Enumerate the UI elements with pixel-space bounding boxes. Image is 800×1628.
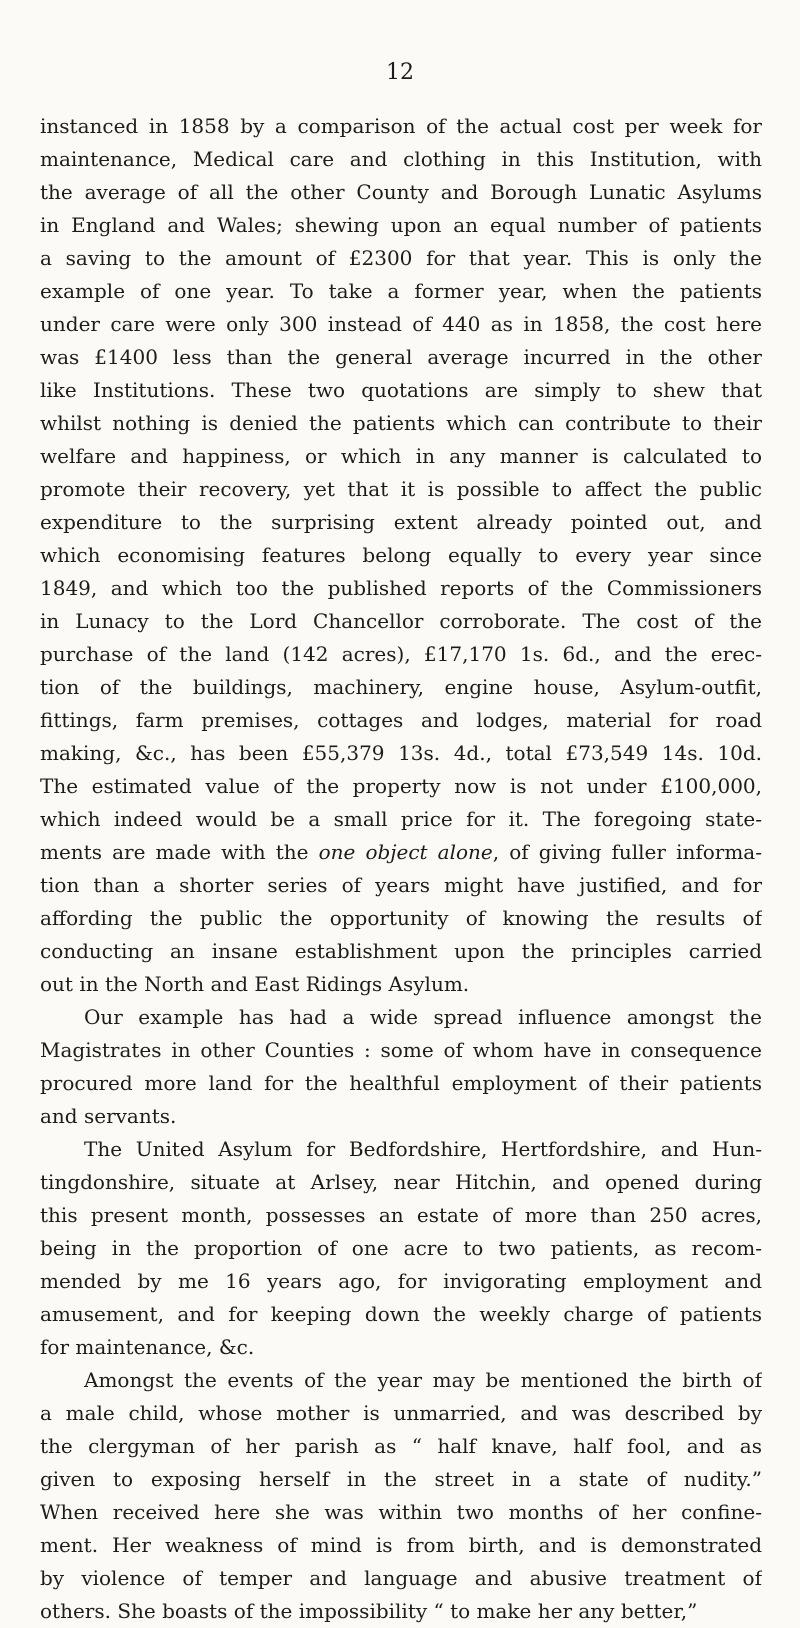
- text-line: maintenance, Medical care and clothing in this Institution, with: [40, 147, 762, 171]
- text-line: whilst nothing is denied the patients which can contribute to their: [40, 411, 762, 435]
- text-line: welfare and happiness, or which in any manner is calculated to: [40, 444, 762, 468]
- text-line: When received here she was within two months of her confine-: [40, 1500, 762, 1524]
- text-line: was £1400 less than the general average incurred in the other: [40, 345, 762, 369]
- text-line: tion of the buildings, machinery, engine house, Asylum-outfit,: [40, 675, 762, 699]
- text-line: being in the proportion of one acre to two patients, as recom-: [40, 1236, 762, 1260]
- text-line: promote their recovery, yet that it is possible to affect the public: [40, 477, 762, 501]
- text-line: conducting an insane establishment upon the principles carried: [40, 939, 762, 963]
- paragraph: [40, 1001, 762, 1133]
- text-line: The United Asylum for Bedfordshire, Hertfordshire, and Hun-: [84, 1137, 762, 1161]
- text-line: in England and Wales; shewing upon an equal number of patients: [40, 213, 762, 237]
- paragraph: [40, 110, 762, 1001]
- text-line: making, &c., has been £55,379 13s. 4d., total £73,549 14s. 10d.: [40, 741, 762, 765]
- paragraph: [40, 1364, 762, 1628]
- text-line: fittings, farm premises, cottages and lodges, material for road: [40, 708, 762, 732]
- text-line: others. She boasts of the impossibility “ to make her any better,”: [40, 1599, 698, 1623]
- text-line: purchase of the land (142 acres), £17,170 1s. 6d., and the erec-: [40, 642, 762, 666]
- text-line: out in the North and East Ridings Asylum.: [40, 972, 470, 996]
- paragraph: [40, 1133, 762, 1364]
- text-line: example of one year. To take a former year, when the patients: [40, 279, 762, 303]
- text-line: in Lunacy to the Lord Chancellor corroborate. The cost of the: [40, 609, 762, 633]
- text-line: amusement, and for keeping down the weekly charge of patients: [40, 1302, 762, 1326]
- text-line: which economising features belong equally to every year since: [40, 543, 762, 567]
- body-text: [40, 110, 762, 1628]
- text-line: ment. Her weakness of mind is from birth, and is demonstrated: [40, 1533, 762, 1557]
- text-line: by violence of temper and language and abusive treatment of: [40, 1566, 762, 1590]
- text-line: procured more land for the healthful employment of their patients: [40, 1071, 762, 1095]
- text-line: tingdonshire, situate at Arlsey, near Hitchin, and opened during: [40, 1170, 762, 1194]
- text-line: a male child, whose mother is unmarried, and was described by: [40, 1401, 762, 1425]
- text-line: which indeed would be a small price for it. The foregoing state-: [40, 807, 762, 831]
- text-line: and servants.: [40, 1104, 177, 1128]
- text-line: like Institutions. These two quotations are simply to shew that: [40, 378, 762, 402]
- text-line: expenditure to the surprising extent already pointed out, and: [40, 510, 762, 534]
- text-line: Amongst the events of the year may be mentioned the birth of: [84, 1368, 762, 1392]
- text-line: The estimated value of the property now is not under £100,000,: [40, 774, 762, 798]
- page-number: 12: [386, 60, 414, 85]
- text-line: under care were only 300 instead of 440 as in 1858, the cost here: [40, 312, 762, 336]
- text-line: tion than a shorter series of years might have justified, and for: [40, 873, 762, 897]
- text-line: instanced in 1858 by a comparison of the actual cost per week for: [40, 114, 762, 138]
- text-line: the average of all the other County and Borough Lunatic Asylums: [40, 180, 762, 204]
- text-line: mended by me 16 years ago, for invigorating employment and: [40, 1269, 762, 1293]
- text-line: for maintenance, &c.: [40, 1335, 255, 1359]
- text-line: affording the public the opportunity of knowing the results of: [40, 906, 762, 930]
- text-line: the clergyman of her parish as “ half knave, half fool, and as: [40, 1434, 762, 1458]
- text-line: 1849, and which too the published reports of the Commissioners: [40, 576, 762, 600]
- text-line: given to exposing herself in the street in a state of nudity.”: [40, 1467, 762, 1491]
- text-line: ments are made with the one object alone, of giving fuller informa-: [40, 840, 762, 864]
- text-line: this present month, possesses an estate of more than 250 acres,: [40, 1203, 762, 1227]
- text-line: a saving to the amount of £2300 for that year. This is only the: [40, 246, 762, 270]
- text-line: Our example has had a wide spread influence amongst the: [84, 1005, 762, 1029]
- text-line: Magistrates in other Counties : some of whom have in consequence: [40, 1038, 762, 1062]
